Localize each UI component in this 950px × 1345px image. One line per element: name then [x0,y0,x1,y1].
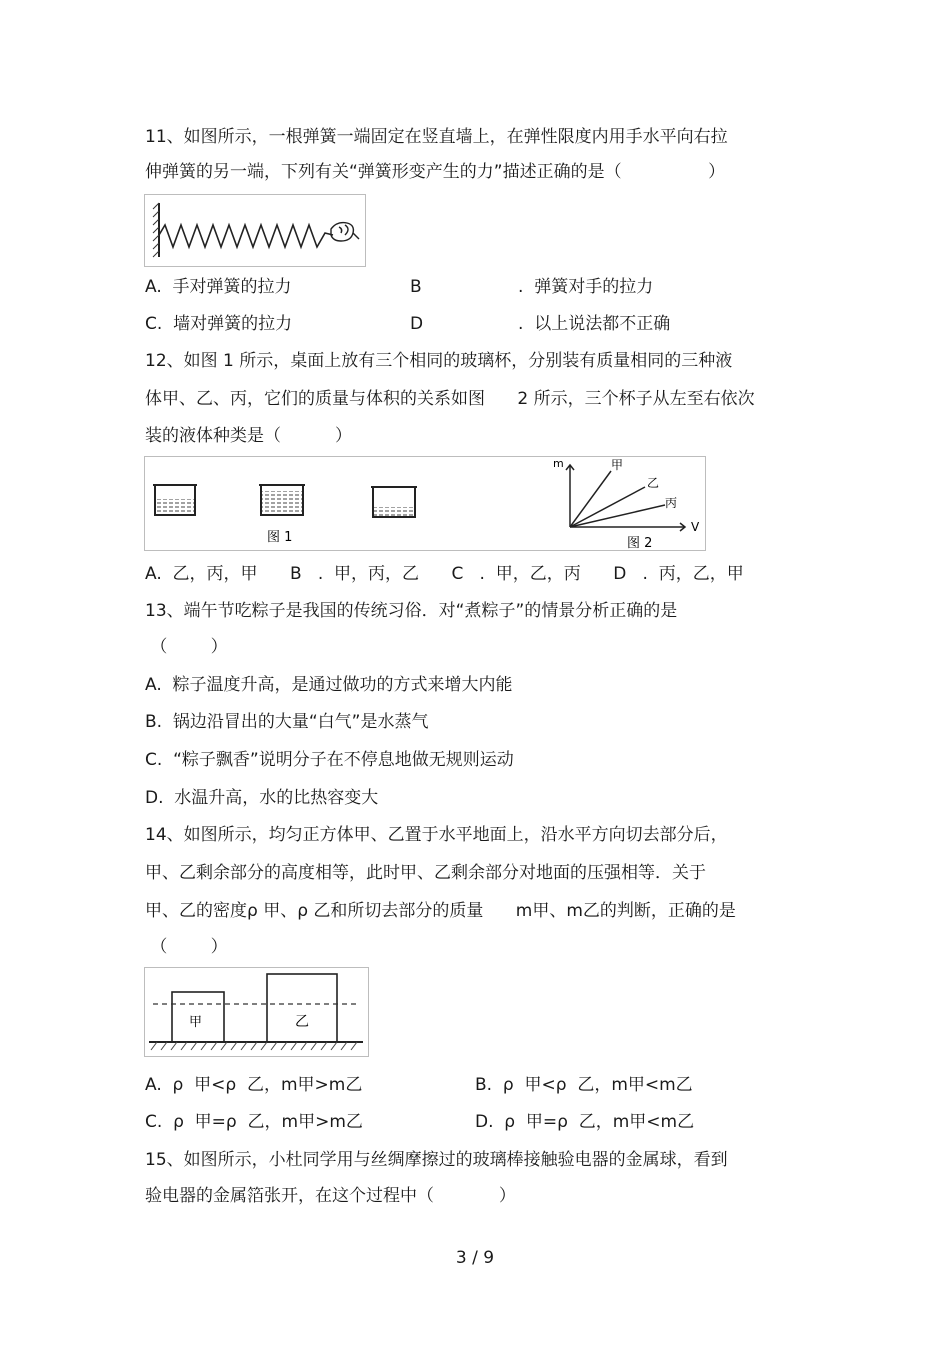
page-number: 3 / 9 [455,1248,495,1268]
q14-option-d: D. ρ 甲=ρ 乙，m甲<m乙 [475,1112,695,1132]
cubes-diagram [145,968,368,1056]
series-bing-label: 丙 [665,496,678,510]
q13-line-2: （ ） [145,637,228,657]
series-yi-label: 乙 [647,476,660,490]
spring-coil [159,225,333,247]
q14-option-b: B. ρ 甲<ρ 乙，m甲<m乙 [475,1075,693,1095]
q13-option-c: C. “粽子飘香”说明分子在不停息地做无规则运动 [145,750,514,770]
cup-3 [371,487,417,517]
cube-yi [267,974,337,1042]
cubes-figure [144,967,369,1057]
q14-option-a: A. ρ 甲<ρ 乙，m甲>m乙 [145,1075,363,1095]
q11-option-b-text: . 弹簧对手的拉力 [518,277,654,297]
q12-line-2: 体甲、乙、丙，它们的质量与体积的关系如图 2 所示，三个杯子从左至右依次 [145,389,755,409]
line-yi [570,487,645,527]
axis-m-label: m [553,457,564,470]
cube-yi-label: 乙 [295,1014,309,1030]
q15-line-2: 验电器的金属箔张开，在这个过程中（ ） [145,1186,516,1206]
cup-1 [153,485,197,515]
q12-line-1: 12、如图 1 所示，桌面上放有三个相同的玻璃杯，分别装有质量相同的三种液 [145,351,733,371]
q14-line-1: 14、如图所示，均匀正方体甲、乙置于水平地面上，沿水平方向切去部分后， [145,825,728,845]
q13-option-d: D. 水温升高，水的比热容变大 [145,788,379,808]
q14-line-2: 甲、乙剩余部分的高度相等，此时甲、乙剩余部分对地面的压强相等．关于 [145,863,706,883]
spring-diagram [145,195,365,266]
q14-line-3: 甲、乙的密度ρ 甲、ρ 乙和所切去部分的质量 m甲、m乙的判断，正确的是 [145,901,736,921]
q12-line-3: 装的液体种类是（ ） [145,426,353,446]
q11-line-2: 伸弹簧的另一端，下列有关“弹簧形变产生的力”描述正确的是（ ） [145,162,726,182]
q14-line-4: （ ） [145,937,228,957]
ground-hatching [151,1042,357,1050]
q13-option-a: A. 粽子温度升高，是通过做功的方式来增大内能 [145,675,513,695]
spring-figure [144,194,366,267]
fig1-label: 图 1 [267,530,293,545]
q11-option-d-text: . 以上说法都不正确 [518,314,671,334]
series-jia-label: 甲 [611,458,624,472]
axis-v-label: V [691,520,700,534]
q14-option-c: C. ρ 甲=ρ 乙，m甲>m乙 [145,1112,363,1132]
q15-line-1: 15、如图所示，小杜同学用与丝绸摩擦过的玻璃棒接触验电器的金属球，看到 [145,1150,728,1170]
fig2-label: 图 2 [627,536,653,550]
q11-option-b-letter: B [410,277,422,297]
q13-line-1: 13、端午节吃粽子是我国的传统习俗．对“煮粽子”的情景分析正确的是 [145,601,678,621]
q11-option-c: C. 墙对弹簧的拉力 [145,314,293,334]
cups-and-graph-figure [144,456,706,551]
q12-options: A. 乙，丙，甲 B . 甲，丙，乙 C . 甲，乙，丙 D . 丙，乙，甲 [145,564,744,584]
hand-icon [331,223,359,241]
q11-option-a: A. 手对弹簧的拉力 [145,277,292,297]
cube-jia-label: 甲 [189,1015,203,1030]
q11-line-1: 11、如图所示，一根弹簧一端固定在竖直墙上，在弹性限度内用手水平向右拉 [145,127,728,147]
q13-option-b: B. 锅边沿冒出的大量“白气”是水蒸气 [145,712,429,732]
cup-2 [259,485,305,515]
q11-option-d-letter: D [410,314,424,334]
cups-graph-diagram [145,457,705,550]
